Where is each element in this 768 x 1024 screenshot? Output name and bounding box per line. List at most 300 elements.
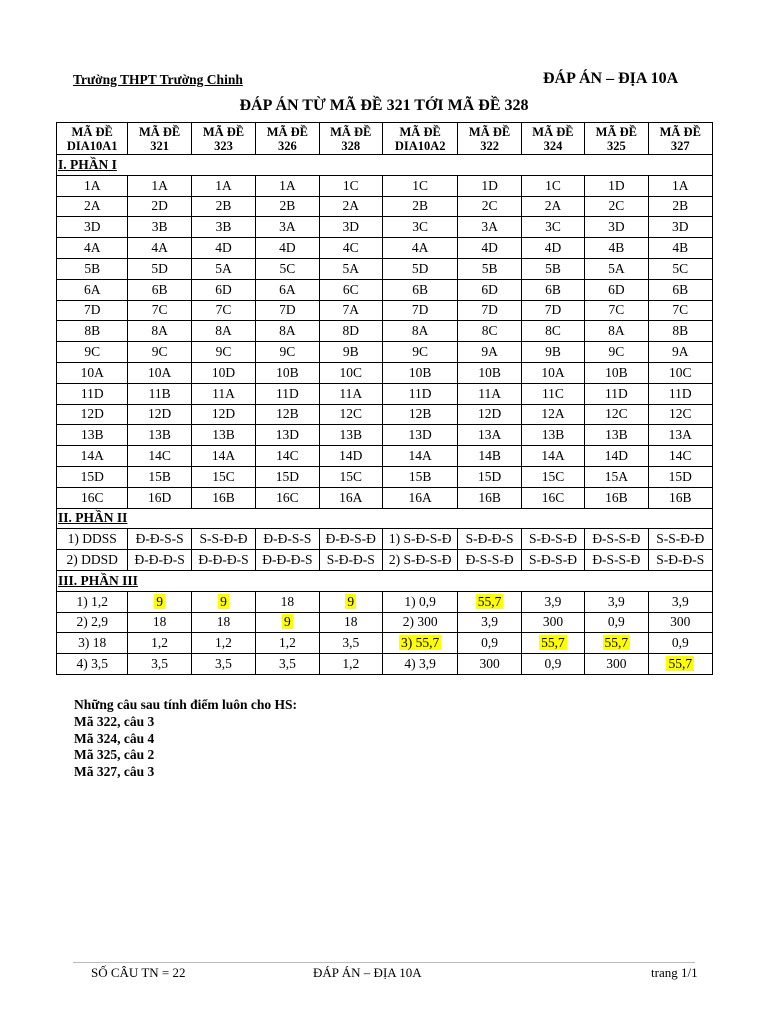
answer-cell <box>191 362 255 383</box>
answer-cell <box>319 404 382 425</box>
answer-cell <box>57 487 128 508</box>
answer-value: 14A <box>408 448 432 464</box>
answer-cell <box>648 612 712 633</box>
answer-cell <box>128 383 191 404</box>
answer-value: 1A <box>672 177 689 193</box>
answer-value: 300 <box>670 614 691 630</box>
answer-cell <box>648 300 712 321</box>
answer-value: 18 <box>152 614 167 630</box>
answer-cell <box>319 342 382 363</box>
answer-value: 8D <box>342 323 359 339</box>
answer-value: 2B <box>279 198 296 214</box>
answer-value: 9C <box>151 344 168 360</box>
answer-cell <box>458 279 521 300</box>
answer-cell <box>521 279 584 300</box>
answer-cell <box>585 238 648 259</box>
answer-value: 9C <box>84 344 101 360</box>
answer-value: 6D <box>215 281 232 297</box>
answer-value: S-Đ-S-Đ <box>528 552 577 568</box>
answer-cell <box>191 279 255 300</box>
answer-cell <box>57 633 128 654</box>
answer-cell <box>382 342 457 363</box>
column-header <box>521 123 584 155</box>
answer-value: 4) 3,5 <box>76 656 108 672</box>
table-header-row <box>57 123 713 155</box>
answer-value: 10A <box>541 364 565 380</box>
answer-value: 5B <box>545 260 561 276</box>
answer-cell <box>458 425 521 446</box>
answer-cell <box>648 362 712 383</box>
answer-value: 13B <box>148 427 171 443</box>
answer-value: 9A <box>481 344 498 360</box>
answer-value: 6B <box>151 281 168 297</box>
answer-value: 1A <box>151 177 168 193</box>
answer-value: 5C <box>672 260 689 276</box>
answer-cell <box>458 529 521 550</box>
answer-value: 13A <box>668 427 692 443</box>
answer-cell <box>319 487 382 508</box>
section-title: I. PHẦN I <box>57 155 713 176</box>
answer-cell <box>458 404 521 425</box>
answer-cell <box>191 258 255 279</box>
answer-value: 9C <box>412 344 429 360</box>
answer-value: 7D <box>481 302 498 318</box>
answer-cell <box>191 321 255 342</box>
answer-cell <box>191 404 255 425</box>
answer-cell <box>191 529 255 550</box>
column-header-line: 324 <box>543 138 563 153</box>
column-header <box>57 123 128 155</box>
answer-value: 3,5 <box>215 656 232 672</box>
answer-cell <box>521 529 584 550</box>
table-row <box>57 446 713 467</box>
answer-value: 7C <box>151 302 168 318</box>
answer-cell <box>648 196 712 217</box>
answer-value: 1C <box>342 177 359 193</box>
column-header-line: MÃ ĐỀ <box>659 124 701 139</box>
answer-value: 9C <box>279 344 296 360</box>
answer-cell <box>458 321 521 342</box>
column-header-line: MÃ ĐỀ <box>399 124 441 139</box>
answer-cell <box>382 238 457 259</box>
answer-cell <box>521 175 584 196</box>
answer-value: 4D <box>215 240 232 256</box>
answer-value: 1,2 <box>342 656 360 672</box>
answer-value: 4A <box>83 240 101 256</box>
answer-value: 3,9 <box>481 614 499 630</box>
table-row <box>57 654 713 675</box>
answer-cell <box>191 487 255 508</box>
answer-value: 15D <box>80 468 104 484</box>
answer-cell <box>521 383 584 404</box>
answer-value: S-Đ-Đ-S <box>326 552 375 568</box>
answer-value: 8A <box>279 323 296 339</box>
note-item: Mã 322, câu 3 <box>74 713 155 729</box>
answer-cell <box>128 217 191 238</box>
section-title: III. PHẦN III <box>57 570 713 591</box>
answer-value: 8C <box>545 323 561 339</box>
answer-value: 11A <box>339 385 363 401</box>
answer-cell <box>585 321 648 342</box>
answer-value: 12A <box>541 406 565 422</box>
answer-cell <box>128 612 191 633</box>
answer-cell <box>128 466 191 487</box>
answer-value: S-Đ-S-Đ <box>528 531 577 547</box>
column-header <box>128 123 191 155</box>
column-header-line: 322 <box>480 138 499 153</box>
answer-cell <box>585 612 648 633</box>
answer-cell <box>128 550 191 571</box>
answer-cell <box>521 550 584 571</box>
answer-cell <box>319 591 382 612</box>
table-row <box>57 633 713 654</box>
answer-cell <box>521 342 584 363</box>
table-row <box>57 196 713 217</box>
answer-value: 6B <box>545 281 561 297</box>
answer-value: 14D <box>604 448 628 464</box>
answer-value: 7D <box>83 302 101 318</box>
column-header-line: 323 <box>214 138 233 153</box>
answer-value: 7A <box>342 302 359 318</box>
answer-cell <box>191 217 255 238</box>
answer-cell <box>57 300 128 321</box>
answer-cell <box>57 654 128 675</box>
answer-value: 18 <box>344 614 358 630</box>
answer-cell <box>585 300 648 321</box>
answer-cell <box>458 300 521 321</box>
answer-cell <box>458 633 521 654</box>
answer-cell <box>648 383 712 404</box>
section-row <box>57 508 713 529</box>
answer-cell <box>521 466 584 487</box>
answer-cell <box>319 362 382 383</box>
answer-value: 3,5 <box>278 656 296 672</box>
answer-value: 16B <box>478 489 501 505</box>
answer-value: 5A <box>342 260 359 276</box>
answer-value: 12D <box>80 406 104 422</box>
answer-value: 5D <box>151 260 168 276</box>
answer-value: 0,9 <box>544 656 562 672</box>
note-item: Mã 327, câu 3 <box>74 764 155 780</box>
answer-cell <box>585 591 648 612</box>
column-header-line: 327 <box>670 138 690 153</box>
answer-cell <box>191 591 255 612</box>
answer-cell <box>57 258 128 279</box>
answer-value: 2) 2,9 <box>76 614 108 630</box>
answer-cell <box>256 425 319 446</box>
table-row <box>57 342 713 363</box>
answer-value: S-S-Đ-Đ <box>656 531 705 547</box>
answer-value: 300 <box>606 656 627 672</box>
answer-cell <box>319 466 382 487</box>
answer-value: 2C <box>481 198 498 214</box>
answer-cell <box>319 238 382 259</box>
answer-value: 0,9 <box>481 635 499 651</box>
answer-value: 15B <box>408 468 432 484</box>
table-row <box>57 217 713 238</box>
column-header-line: MÃ ĐỀ <box>595 124 637 139</box>
table-row <box>57 529 713 550</box>
answer-value: 14C <box>148 448 171 464</box>
answer-value: 7C <box>672 302 689 318</box>
answer-value: 10C <box>669 364 692 380</box>
column-header-line: DIA10A2 <box>394 138 446 153</box>
answer-value: 7D <box>279 302 296 318</box>
answer-value: 2) 300 <box>402 614 438 630</box>
answer-value: 15A <box>604 468 628 484</box>
answer-value: 13A <box>477 427 502 443</box>
answer-value: 5B <box>481 260 498 276</box>
answer-cell <box>521 612 584 633</box>
answer-cell <box>458 383 521 404</box>
answer-cell <box>128 300 191 321</box>
answer-value: Đ-Đ-Đ-S <box>134 552 185 568</box>
answer-cell <box>256 612 319 633</box>
answer-value: 3D <box>608 219 625 235</box>
answer-cell <box>648 591 712 612</box>
answer-value: 10A <box>80 364 104 380</box>
answer-cell <box>128 425 191 446</box>
table-row <box>57 321 713 342</box>
answer-value: 1,2 <box>151 635 169 651</box>
answer-value: 8A <box>215 323 232 339</box>
answer-cell <box>128 258 191 279</box>
answer-value: 7D <box>544 302 562 318</box>
answer-value: 12D <box>211 406 236 422</box>
answer-cell <box>648 446 712 467</box>
table-row <box>57 487 713 508</box>
answer-value: 6B <box>672 281 689 297</box>
answer-cell <box>319 446 382 467</box>
answer-value: 11A <box>212 385 235 401</box>
document-title: ĐÁP ÁN – ĐỊA 10A <box>543 70 679 87</box>
answer-cell <box>191 342 255 363</box>
answer-cell <box>319 196 382 217</box>
answer-cell <box>585 654 648 675</box>
answer-value: Đ-Đ-Đ-S <box>262 552 313 568</box>
answer-value: 14A <box>80 448 104 464</box>
answer-value: 11B <box>148 385 171 401</box>
answer-cell <box>57 446 128 467</box>
answer-value: 11C <box>541 385 564 401</box>
answer-cell <box>319 175 382 196</box>
answer-cell <box>382 612 457 633</box>
column-header <box>648 123 712 155</box>
answer-cell <box>585 279 648 300</box>
column-header <box>585 123 648 155</box>
column-header <box>382 123 457 155</box>
answer-value: 2A <box>342 198 359 214</box>
notes-block <box>74 697 297 781</box>
column-header <box>256 123 319 155</box>
answer-value: 2B <box>672 198 689 214</box>
answer-cell <box>382 217 457 238</box>
answer-value: 15C <box>212 468 235 484</box>
answer-cell <box>585 175 648 196</box>
answer-cell <box>458 654 521 675</box>
answer-value: 9 <box>220 593 227 609</box>
answer-value: 13B <box>80 427 104 443</box>
answer-cell <box>319 258 382 279</box>
footer-divider <box>73 962 695 963</box>
answer-cell <box>382 487 457 508</box>
answer-value: 2B <box>412 198 429 214</box>
answer-value: 18 <box>216 614 231 630</box>
answer-value: 1C <box>545 177 561 193</box>
answer-value: 8B <box>672 323 689 339</box>
column-header <box>191 123 255 155</box>
answer-cell <box>382 529 457 550</box>
answer-cell <box>382 425 457 446</box>
table-row <box>57 175 713 196</box>
answer-value: 3C <box>412 219 429 235</box>
answer-value: 7C <box>608 302 625 318</box>
answer-value: 8A <box>411 323 429 339</box>
answer-value: 9A <box>672 344 689 360</box>
answer-value: 3,9 <box>671 593 689 609</box>
column-header <box>319 123 382 155</box>
answer-cell <box>648 175 712 196</box>
answer-cell <box>585 362 648 383</box>
answer-cell <box>128 446 191 467</box>
answer-cell <box>521 362 584 383</box>
answer-cell <box>319 425 382 446</box>
answer-value: 3D <box>83 219 101 235</box>
answer-value: 11D <box>668 385 692 401</box>
answer-cell <box>319 550 382 571</box>
answer-value: 16A <box>339 489 363 505</box>
answer-cell <box>521 258 584 279</box>
answer-value: 55,7 <box>477 593 502 609</box>
answer-value: 8C <box>481 323 498 339</box>
answer-cell <box>128 529 191 550</box>
answer-cell <box>256 529 319 550</box>
answer-cell <box>458 217 521 238</box>
answer-value: 4B <box>672 240 689 256</box>
column-header-line: DIA10A1 <box>66 138 118 153</box>
answer-value: Đ-Đ-S-S <box>135 531 184 547</box>
answer-value: 18 <box>280 593 295 609</box>
note-item: Mã 325, câu 2 <box>74 747 155 763</box>
answer-cell <box>319 279 382 300</box>
answer-value: 2A <box>83 198 101 214</box>
answer-value: 3A <box>279 219 296 235</box>
answer-value: 16C <box>541 489 565 505</box>
page-title: ĐÁP ÁN TỪ MÃ ĐỀ 321 TỚI MÃ ĐỀ 328 <box>239 97 529 114</box>
answer-cell <box>382 633 457 654</box>
answer-cell <box>382 175 457 196</box>
answer-cell <box>521 591 584 612</box>
column-header-line: MÃ ĐỀ <box>138 124 181 139</box>
answer-cell <box>57 466 128 487</box>
answer-value: 9B <box>545 344 561 360</box>
answer-cell <box>382 279 457 300</box>
answer-value: Đ-Đ-S-S <box>263 531 312 547</box>
answer-value: 16D <box>147 489 172 505</box>
answer-value: 2C <box>608 198 625 214</box>
answer-cell <box>57 425 128 446</box>
answer-cell <box>458 487 521 508</box>
answer-value: 15D <box>477 468 502 484</box>
answer-cell <box>521 321 584 342</box>
answer-cell <box>458 591 521 612</box>
answer-value: 4) 3,9 <box>404 656 436 672</box>
answer-cell <box>458 258 521 279</box>
answer-cell <box>128 321 191 342</box>
answer-value: 3,5 <box>151 656 169 672</box>
answer-cell <box>585 466 648 487</box>
answer-value: 12C <box>669 406 692 422</box>
answer-value: 14C <box>669 448 692 464</box>
answer-cell <box>256 321 319 342</box>
answer-value: 3B <box>151 219 168 235</box>
answer-value: 1A <box>83 177 101 193</box>
footer-title: ĐÁP ÁN – ĐỊA 10A <box>313 965 422 980</box>
answer-cell <box>256 300 319 321</box>
answer-cell <box>382 404 457 425</box>
answer-value: 14C <box>276 448 299 464</box>
answer-value: 10C <box>339 364 362 380</box>
answer-value: 13B <box>212 427 235 443</box>
answer-value: 55,7 <box>541 635 565 651</box>
answer-cell <box>319 529 382 550</box>
answer-cell <box>319 300 382 321</box>
answer-value: 1D <box>481 177 498 193</box>
answer-cell <box>319 612 382 633</box>
column-header-line: MÃ ĐỀ <box>468 124 511 139</box>
answer-value: 13B <box>339 427 362 443</box>
answer-value: 9C <box>608 344 625 360</box>
answer-value: 12C <box>339 406 362 422</box>
answer-cell <box>648 529 712 550</box>
answer-cell <box>648 425 712 446</box>
answer-value: 4A <box>151 240 168 256</box>
answer-value: 16C <box>80 489 104 505</box>
answer-cell <box>585 446 648 467</box>
answer-value: 14A <box>541 448 565 464</box>
answer-cell <box>585 487 648 508</box>
answer-cell <box>256 446 319 467</box>
answer-value: 6C <box>342 281 359 297</box>
answer-value: 8A <box>151 323 168 339</box>
answer-cell <box>648 466 712 487</box>
answer-value: 5D <box>411 260 429 276</box>
answer-value: 3,9 <box>607 593 625 609</box>
answer-table-body <box>57 123 713 675</box>
answer-value: 14A <box>211 448 236 464</box>
table-row <box>57 279 713 300</box>
answer-cell <box>256 279 319 300</box>
answer-value: 11D <box>604 385 628 401</box>
answer-value: 12C <box>605 406 628 422</box>
answer-value: 1,2 <box>278 635 296 651</box>
answer-value: 15D <box>668 468 692 484</box>
answer-cell <box>57 612 128 633</box>
column-header-line: MÃ ĐỀ <box>266 124 309 139</box>
table-row <box>57 258 713 279</box>
table-row <box>57 404 713 425</box>
answer-cell <box>191 633 255 654</box>
answer-cell <box>191 383 255 404</box>
answer-value: 8A <box>608 323 625 339</box>
answer-cell <box>319 217 382 238</box>
answer-value: 15C <box>339 468 362 484</box>
answer-value: 11A <box>478 385 501 401</box>
answer-cell <box>458 466 521 487</box>
answer-cell <box>585 550 648 571</box>
answer-cell <box>256 487 319 508</box>
answer-value: 15D <box>275 468 299 484</box>
